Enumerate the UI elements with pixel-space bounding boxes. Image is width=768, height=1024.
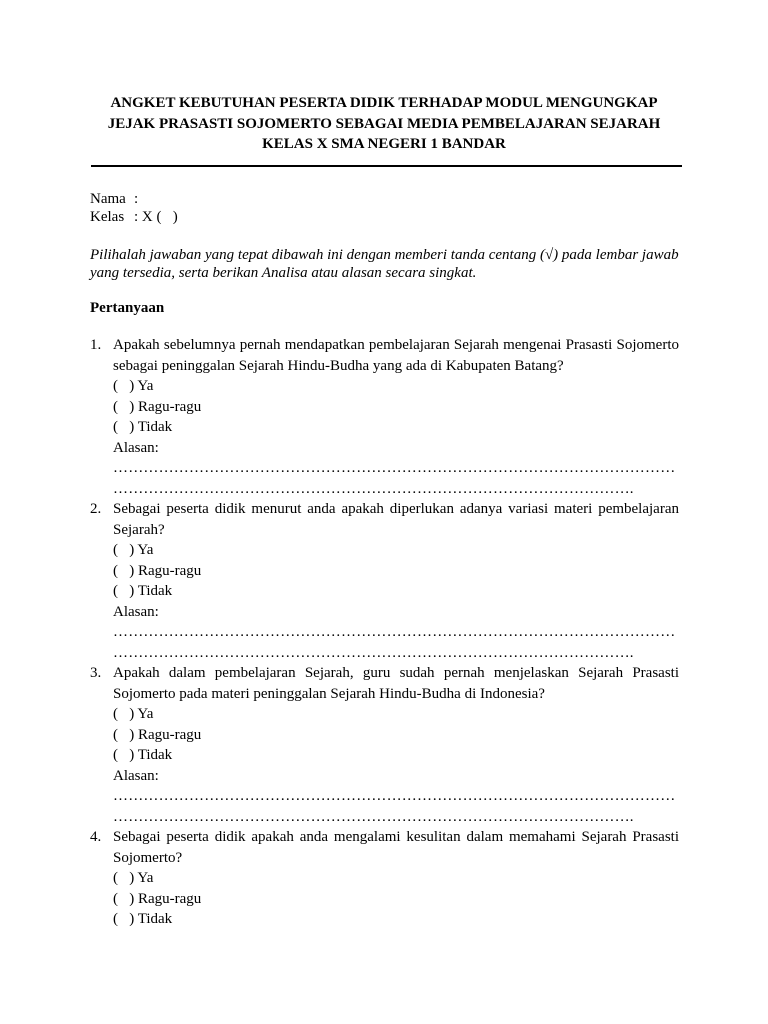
kelas-label: Kelas: [90, 209, 125, 225]
section-heading: Pertanyaan: [90, 300, 165, 316]
option-ya[interactable]: ( ) Ya: [113, 378, 154, 394]
option-ya[interactable]: ( ) Ya: [113, 542, 154, 558]
option-tidak[interactable]: ( ) Tidak: [113, 911, 173, 927]
reason-line[interactable]: ………………………………………………………………………………………….: [113, 644, 634, 661]
option-tidak[interactable]: ( ) Tidak: [113, 583, 173, 599]
option-ya[interactable]: ( ) Ya: [113, 706, 154, 722]
title-divider: [91, 165, 682, 167]
question-item: [90, 827, 679, 930]
reason-line[interactable]: …………………………………………………………………………………………………: [113, 460, 676, 476]
option-ragu-ragu[interactable]: ( ) Ragu-ragu: [113, 726, 202, 743]
option-ya[interactable]: ( ) Ya: [113, 870, 154, 886]
question-number: 2.: [90, 501, 102, 517]
identity-fields: [90, 190, 178, 226]
reason-line[interactable]: ………………………………………………………………………………………….: [113, 808, 634, 825]
question-text: Sebagai peserta didik apakah anda mengalami kesulitan dalam memahami Sejarah Prasasti Sojomerto?: [113, 829, 679, 866]
document-title: [90, 93, 678, 155]
reason-label: Alasan:: [113, 603, 159, 620]
question-text: Sebagai peserta didik menurut anda apakah diperlukan adanya variasi materi pembelajaran Sejarah?: [113, 501, 679, 538]
kelas-value: : X ( ): [134, 209, 178, 225]
question-number: 3.: [90, 665, 102, 681]
title-line: KELAS X SMA NEGERI 1 BANDAR: [262, 136, 506, 152]
question-text: Apakah sebelumnya pernah mendapatkan pembelajaran Sejarah mengenai Prasasti Sojomerto sebagai peninggalan Sejarah Hindu-Budha yang ada di Kabupaten Batang?: [113, 337, 679, 374]
option-ragu-ragu[interactable]: ( ) Ragu-ragu: [113, 398, 202, 415]
reason-line[interactable]: …………………………………………………………………………………………………: [113, 788, 676, 804]
title-line: JEJAK PRASASTI SOJOMERTO SEBAGAI MEDIA PEMBELAJARAN SEJARAH: [107, 115, 661, 132]
instruction-text: Pilihalah jawaban yang tepat dibawah ini dengan memberi tanda centang (√) pada lembar jawab yang tersedia, serta berikan Analisa atau alasan secara singkat.: [90, 247, 679, 281]
option-ragu-ragu[interactable]: ( ) Ragu-ragu: [113, 562, 202, 579]
kelas-row: [90, 208, 178, 226]
option-ragu-ragu[interactable]: ( ) Ragu-ragu: [113, 890, 202, 907]
reason-label: Alasan:: [113, 767, 159, 784]
option-tidak[interactable]: ( ) Tidak: [113, 747, 173, 763]
question-item: [90, 499, 679, 663]
question-item: [90, 663, 679, 827]
reason-line[interactable]: ………………………………………………………………………………………….: [113, 480, 634, 497]
nama-row: [90, 190, 178, 208]
question-list: [90, 335, 679, 930]
title-line: ANGKET KEBUTUHAN PESERTA DIDIK TERHADAP MODUL MENGUNGKAP: [110, 95, 658, 111]
question-number: 1.: [90, 337, 102, 353]
option-tidak[interactable]: ( ) Tidak: [113, 419, 173, 435]
nama-separator: :: [134, 191, 139, 207]
reason-label: Alasan:: [113, 439, 159, 456]
question-item: [90, 335, 679, 499]
nama-label: Nama: [90, 191, 126, 207]
reason-line[interactable]: …………………………………………………………………………………………………: [113, 624, 676, 640]
question-number: 4.: [90, 829, 102, 845]
question-text: Apakah dalam pembelajaran Sejarah, guru sudah pernah menjelaskan Sejarah Prasasti Sojomerto pada materi peninggalan Sejarah Hindu-Budha di Indonesia?: [113, 665, 679, 702]
